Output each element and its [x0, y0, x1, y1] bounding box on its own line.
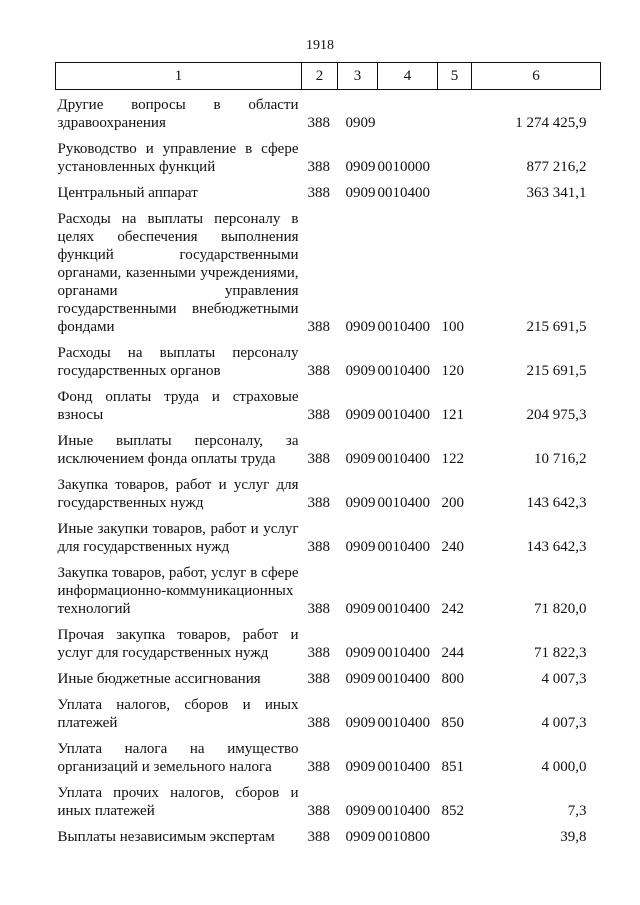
row-section: 0909 — [345, 645, 376, 661]
row-amount: 4 007,3 — [541, 715, 587, 731]
row-section: 0909 — [345, 185, 376, 201]
header-col-6: 6 — [472, 63, 601, 90]
row-target-article: 0010400 — [377, 803, 430, 819]
row-section: 0909 — [345, 495, 376, 511]
table-row — [56, 424, 601, 468]
row-target-article: 0010400 — [377, 451, 430, 467]
table-row — [56, 468, 601, 512]
table-row — [56, 776, 601, 820]
row-rz: 388 — [307, 185, 330, 201]
row-section: 0909 — [345, 803, 376, 819]
row-target-article: 0010400 — [377, 539, 430, 555]
row-amount: 10 716,2 — [534, 451, 587, 467]
budget-table — [55, 62, 601, 846]
row-expense-type: 120 — [441, 363, 464, 379]
row-target-article: 0010400 — [377, 319, 430, 335]
table-row — [56, 202, 601, 336]
row-expense-type — [438, 176, 472, 202]
row-rz: 388 — [307, 829, 330, 845]
table-row — [56, 90, 601, 133]
row-amount: 363 341,1 — [526, 185, 587, 201]
row-name: Закупка товаров, работ и услуг для государственных нужд — [57, 477, 299, 511]
row-amount: 4 007,3 — [541, 671, 587, 687]
row-section: 0909 — [345, 407, 376, 423]
row-name: Центральный аппарат — [57, 185, 198, 201]
table-header — [56, 63, 601, 90]
row-rz: 388 — [307, 115, 330, 131]
row-amount: 215 691,5 — [526, 363, 587, 379]
row-section: 0909 — [345, 601, 376, 617]
row-target-article: 0010800 — [377, 829, 430, 845]
table-row — [56, 688, 601, 732]
row-rz: 388 — [307, 319, 330, 335]
row-expense-type: 240 — [441, 539, 464, 555]
row-expense-type: 244 — [441, 645, 464, 661]
row-rz: 388 — [307, 601, 330, 617]
row-name: Уплата налогов, сборов и иных платежей — [57, 697, 299, 731]
row-amount: 71 820,0 — [534, 601, 587, 617]
row-amount: 1 274 425,9 — [515, 115, 587, 131]
row-name: Прочая закупка товаров, работ и услуг для государственных нужд — [57, 627, 299, 661]
row-target-article: 0010000 — [377, 159, 430, 175]
table-row — [56, 380, 601, 424]
row-expense-type: 800 — [441, 671, 464, 687]
row-section: 0909 — [345, 829, 376, 845]
header-col-4: 4 — [378, 63, 438, 90]
row-expense-type: 242 — [441, 601, 464, 617]
table-row — [56, 820, 601, 846]
row-name: Руководство и управление в сфере установленных функций — [57, 141, 299, 175]
row-expense-type: 852 — [441, 803, 464, 819]
table-row — [56, 556, 601, 618]
row-name: Расходы на выплаты персоналу в целях обеспечения выполнения функций государственными органами, казенными учреждениями, органами управления государственными внебюджетными фондами — [57, 211, 299, 335]
row-name: Фонд оплаты труда и страховые взносы — [57, 389, 299, 423]
row-section: 0909 — [345, 539, 376, 555]
row-rz: 388 — [307, 539, 330, 555]
row-name: Закупка товаров, работ, услуг в сфере информационно-коммуникационных технологий — [57, 565, 299, 617]
row-target-article: 0010400 — [377, 363, 430, 379]
row-amount: 4 000,0 — [541, 759, 587, 775]
row-amount: 215 691,5 — [526, 319, 587, 335]
row-target-article: 0010400 — [377, 645, 430, 661]
row-rz: 388 — [307, 803, 330, 819]
row-target-article: 0010400 — [377, 495, 430, 511]
row-section: 0909 — [345, 115, 376, 131]
row-amount: 71 822,3 — [534, 645, 587, 661]
row-expense-type: 121 — [441, 407, 464, 423]
row-expense-type: 100 — [441, 319, 464, 335]
row-target-article: 0010400 — [377, 715, 430, 731]
header-col-3: 3 — [338, 63, 378, 90]
row-section: 0909 — [345, 451, 376, 467]
row-target-article: 0010400 — [377, 407, 430, 423]
header-col-5: 5 — [438, 63, 472, 90]
row-name: Расходы на выплаты персоналу государственных органов — [57, 345, 299, 379]
row-section: 0909 — [345, 671, 376, 687]
row-name: Иные закупки товаров, работ и услуг для государственных нужд — [57, 521, 299, 555]
row-name: Уплата прочих налогов, сборов и иных платежей — [57, 785, 299, 819]
row-target-article: 0010400 — [377, 601, 430, 617]
page-number: 1918 — [306, 38, 334, 53]
row-rz: 388 — [307, 495, 330, 511]
row-expense-type — [438, 90, 472, 133]
table-row — [56, 132, 601, 176]
table-row — [56, 732, 601, 776]
row-amount: 7,3 — [567, 803, 587, 819]
row-expense-type — [438, 820, 472, 846]
table-row — [56, 176, 601, 202]
row-amount: 143 642,3 — [526, 495, 587, 511]
row-section: 0909 — [345, 319, 376, 335]
row-expense-type: 850 — [441, 715, 464, 731]
row-rz: 388 — [307, 159, 330, 175]
row-name: Выплаты независимым экспертам — [57, 829, 275, 845]
table-row — [56, 618, 601, 662]
row-expense-type: 122 — [441, 451, 464, 467]
row-section: 0909 — [345, 363, 376, 379]
row-name: Иные бюджетные ассигнования — [57, 671, 261, 687]
row-expense-type — [438, 132, 472, 176]
row-target-article: 0010400 — [377, 759, 430, 775]
row-rz: 388 — [307, 671, 330, 687]
row-rz: 388 — [307, 715, 330, 731]
row-expense-type: 200 — [441, 495, 464, 511]
row-rz: 388 — [307, 451, 330, 467]
header-col-1: 1 — [56, 63, 302, 90]
row-expense-type: 851 — [441, 759, 464, 775]
header-col-2: 2 — [302, 63, 338, 90]
row-name: Иные выплаты персоналу, за исключением фонда оплаты труда — [57, 433, 299, 467]
row-amount: 143 642,3 — [526, 539, 587, 555]
row-rz: 388 — [307, 759, 330, 775]
row-target-article — [378, 90, 438, 133]
row-name: Другие вопросы в области здравоохранения — [57, 97, 299, 131]
row-target-article: 0010400 — [377, 671, 430, 687]
row-name: Уплата налога на имущество организаций и земельного налога — [57, 741, 299, 775]
table-row — [56, 336, 601, 380]
row-amount: 204 975,3 — [526, 407, 587, 423]
row-section: 0909 — [345, 715, 376, 731]
row-amount: 39,8 — [560, 829, 587, 845]
row-section: 0909 — [345, 759, 376, 775]
row-rz: 388 — [307, 645, 330, 661]
row-amount: 877 216,2 — [526, 159, 587, 175]
table-row — [56, 512, 601, 556]
row-section: 0909 — [345, 159, 376, 175]
table-body — [56, 90, 601, 847]
row-rz: 388 — [307, 363, 330, 379]
table-row — [56, 662, 601, 688]
row-target-article: 0010400 — [377, 185, 430, 201]
row-rz: 388 — [307, 407, 330, 423]
